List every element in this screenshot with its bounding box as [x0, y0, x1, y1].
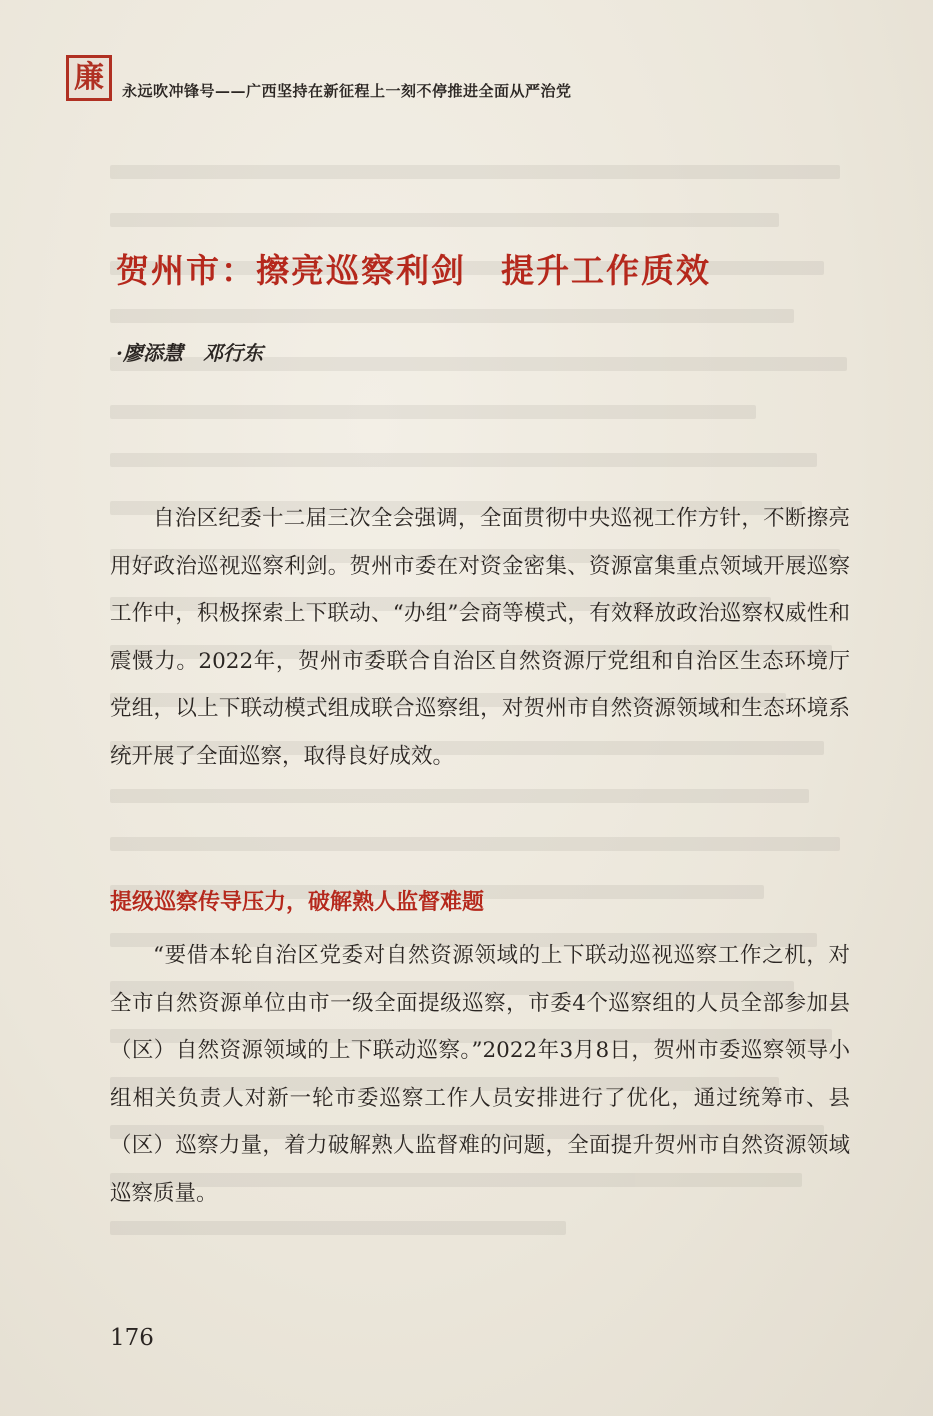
running-head: 永远吹冲锋号——广西坚持在新征程上一刻不停推进全面从严治党	[122, 82, 572, 100]
lian-seal-icon	[66, 55, 112, 101]
article-authors: ·廖添慧 邓行东	[116, 341, 263, 365]
paragraph-section-1: “要借本轮自治区党委对自然资源领域的上下联动巡视巡察工作之机，对全市自然资源单位由市一级全面提级巡察，市委4个巡察组的人员全部参加县（区）自然资源领域的上下联动巡察。”2022年3月8日，贺州市委巡察领导小组相关负责人对新一轮市委巡察工作人员安排进行了优化，通过统筹市、县（区）巡察力量，着力破解熟人监督难的问题，全面提升贺州市自然资源领域巡察质量。	[110, 943, 850, 1206]
paragraph-intro: 自治区纪委十二届三次全会强调，全面贯彻中央巡视工作方针，不断擦亮用好政治巡视巡察利剑。贺州市委在对资金密集、资源富集重点领域开展巡察工作中，积极探索上下联动、“办组”会商等模式，有效释放政治巡察权威性和震慑力。2022年，贺州市委联合自治区自然资源厅党组和自治区生态环境厅党组，以上下联动模式组成联合巡察组，对贺州市自然资源领域和生态环境系统开展了全面巡察，取得良好成效。	[110, 506, 850, 769]
page-number: 176	[110, 1325, 154, 1351]
section-subheading: 提级巡察传导压力，破解熟人监督难题	[110, 889, 485, 915]
seal-character: 廉	[74, 60, 104, 95]
article-title: 贺州市：擦亮巡察利剑 提升工作质效	[116, 251, 711, 290]
